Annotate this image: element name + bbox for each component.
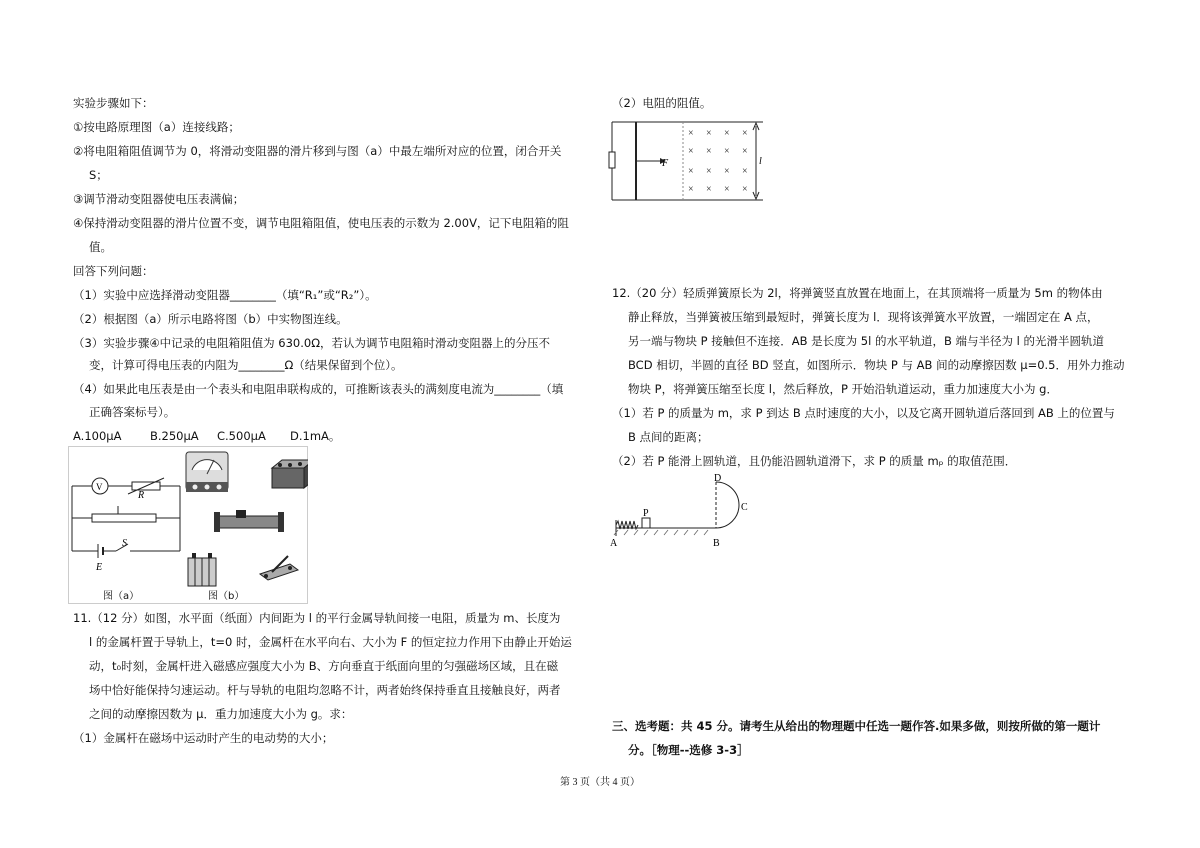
section-3-line1: 三、选考题：共 45 分。请考生从给出的物理题中任选一题作答.如果多做，则按所做的第一题计 <box>612 719 1101 733</box>
q12-line2: 静止释放，当弹簧被压缩到最短时，弹簧长度为 l．现将该弹簧水平放置，一端固定在 A 点， <box>628 310 1099 324</box>
voltmeter-device <box>186 452 228 492</box>
label-f: F <box>662 158 669 169</box>
svg-text:×: × <box>688 146 694 157</box>
question-3-line1: （3）实验步骤④中记录的电阻箱阻值为 630.0Ω，若认为调节电阻箱时滑动变阻器上的分压不 <box>73 336 550 350</box>
svg-text:×: × <box>706 128 712 139</box>
q12-line3: 另一端与物块 P 接触但不连接．AB 是长度为 5l 的水平轨道，B 端与半径为 l 的光滑半圆轨道 <box>628 334 1105 348</box>
q12-line1: 12.（20 分）轻质弹簧原长为 2l，将弹簧竖直放置在地面上，在其顶端将一质量为 5m 的物体由 <box>612 286 1103 300</box>
svg-text:×: × <box>706 146 712 157</box>
circuit-figure <box>68 446 308 604</box>
svg-text:×: × <box>724 146 730 157</box>
label-b: B <box>713 538 720 548</box>
semicircle-track <box>716 482 739 528</box>
q11-line3: 动，t₀时刻，金属杆进入磁感应强度大小为 B、方向垂直于纸面向里的匀强磁场区域，且在磁 <box>89 659 559 673</box>
step-1: ①按电路原理图（a）连接线路； <box>73 120 240 134</box>
q11-line1: 11.（12 分）如图，水平面（纸面）内间距为 l 的平行金属导轨间接一电阻，质量为 m、长度为 <box>73 611 561 625</box>
q12-line5: 物块 P，将弹簧压缩至长度 l，然后释放，P 开始沿轨道运动，重力加速度大小为 g． <box>628 382 1058 396</box>
step-2-line1: ②将电阻箱阻值调节为 0，将滑动变阻器的滑片移到与图（a）中最左端所对应的位置，闭合开关 <box>73 144 562 158</box>
option-a: A.100μA <box>73 429 122 443</box>
svg-text:×: × <box>742 166 748 177</box>
q11-part1: （1）金属杆在磁场中运动时产生的电动势的大小； <box>73 731 334 745</box>
step-4-line2: 值。 <box>89 240 112 254</box>
svg-text:×: × <box>688 184 694 195</box>
section-3-line2: 分。［物理--选修 3-3］ <box>628 743 749 757</box>
svg-text:×: × <box>724 128 730 139</box>
option-c: C.500μA <box>217 429 266 443</box>
svg-text:×: × <box>706 166 712 177</box>
step-2-line2: S； <box>89 168 108 182</box>
svg-text:×: × <box>706 184 712 195</box>
q11-line4: 场中恰好能保持匀速运动。杆与导轨的电阻均忽略不计，两者始终保持垂直且接触良好，两者 <box>89 683 561 697</box>
resistance-box-device <box>272 460 308 488</box>
label-a: A <box>610 538 618 548</box>
answer-title: 回答下列问题： <box>73 264 154 278</box>
svg-text:×: × <box>742 128 748 139</box>
q12-part2: （2）若 P 能滑上圆轨道，且仍能沿圆轨道滑下，求 P 的质量 mₚ 的取值范围． <box>612 454 1017 468</box>
label-p: P <box>643 508 649 519</box>
question-3-line2: 变，计算可得电压表的内阻为________Ω（结果保留到个位）。 <box>89 358 403 372</box>
page-footer: 第 3 页（共 4 页） <box>560 777 640 788</box>
step-3: ③调节滑动变阻器使电压表满偏； <box>73 192 245 206</box>
label-s: S <box>122 538 127 549</box>
question-2: （2）根据图（a）所示电路将图（b）中实物图连线。 <box>73 312 348 326</box>
step-4-line1: ④保持滑动变阻器的滑片位置不变，调节电阻箱阻值，使电压表的示数为 2.00V，记下电阻箱的阻 <box>73 216 569 230</box>
figure-b-label: 图（b） <box>208 591 245 602</box>
steps-title: 实验步骤如下： <box>73 96 154 110</box>
battery-device <box>188 553 216 586</box>
svg-text:×: × <box>688 166 694 177</box>
rheostat-symbol <box>92 514 156 522</box>
q11-part2: （2）电阻的阻值。 <box>612 96 712 110</box>
option-d: D.1mA。 <box>290 429 341 443</box>
label-e: E <box>96 562 103 573</box>
q12-part1-line2: B 点间的距离； <box>628 430 709 444</box>
svg-text:×: × <box>688 128 694 139</box>
label-v: V <box>96 482 103 492</box>
rheostat-device <box>214 510 284 532</box>
switch-device <box>260 556 298 580</box>
q11-figure <box>608 118 770 204</box>
q11-line2: l 的金属杆置于导轨上，t=0 时，金属杆在水平向右、大小为 F 的恒定拉力作用下由静止开始运 <box>89 635 572 649</box>
q12-line4: BCD 相切，半圆的直径 BD 竖直，如图所示．物块 P 与 AB 间的动摩擦因数 μ=0.5．用外力推动 <box>628 358 1125 372</box>
svg-text:×: × <box>742 146 748 157</box>
magnetic-field-crosses <box>688 128 748 195</box>
q12-part1-line1: （1）若 P 的质量为 m，求 P 到达 B 点时速度的大小，以及它离开圆轨道后落回到 AB 上的位置与 <box>612 406 1115 420</box>
label-l: l <box>759 156 762 167</box>
label-d: D <box>714 473 722 484</box>
question-1: （1）实验中应选择滑动变阻器________（填“R₁”或“R₂”）。 <box>73 288 377 302</box>
block-p <box>642 518 650 528</box>
svg-text:×: × <box>724 184 730 195</box>
question-4-line2: 正确答案标号）。 <box>89 405 176 419</box>
svg-text:×: × <box>742 184 748 195</box>
q11-line5: 之间的动摩擦因数为 μ．重力加速度大小为 g。求： <box>89 707 353 721</box>
figure-a-label: 图（a） <box>103 591 140 602</box>
option-b: B.250μA <box>150 429 199 443</box>
q12-figure <box>608 470 758 548</box>
label-c: C <box>741 502 748 513</box>
label-r: R <box>138 490 145 501</box>
svg-text:×: × <box>724 166 730 177</box>
question-4-line1: （4）如果此电压表是由一个表头和电阻串联构成的，可推断该表头的满刻度电流为________（填 <box>73 382 564 396</box>
